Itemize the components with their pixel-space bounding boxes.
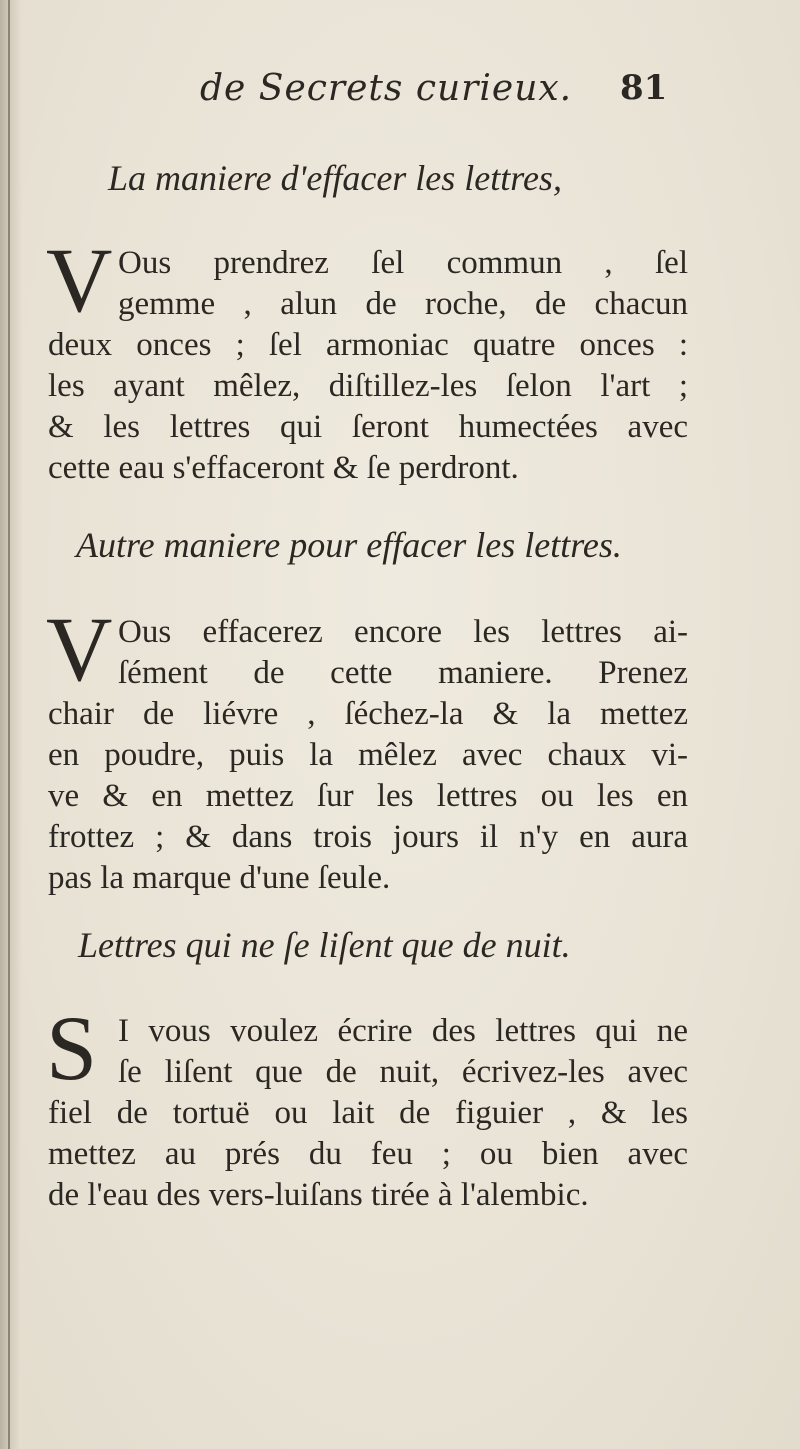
section-heading-3: Lettres qui ne ſe liſent que de nuit.	[78, 925, 571, 965]
text-line: & les lettres qui ſeront humectées avec	[48, 409, 688, 445]
page-gutter	[0, 0, 22, 1449]
text-line: en poudre, puis la mêlez avec chaux vi-	[48, 737, 688, 773]
text-line: de l'eau des vers-luiſans tirée à l'alembic.	[48, 1177, 589, 1213]
paragraph-3	[48, 1011, 688, 1216]
text-line: chair de liévre , ſéchez-la & la mettez	[48, 696, 688, 732]
text-line: mettez au prés du feu ; ou bien avec	[48, 1136, 688, 1172]
drop-cap-3: S	[46, 997, 98, 1099]
text-line: ſe liſent que de nuit, écrivez-les avec	[118, 1054, 688, 1090]
paragraph-1	[48, 243, 688, 489]
text-line: Ous effacerez encore les lettres ai-	[118, 614, 688, 650]
drop-cap-1: V	[46, 229, 113, 331]
section-heading-2: Autre maniere pour effacer les lettres.	[76, 525, 622, 565]
text-line: Ous prendrez ſel commun , ſel	[118, 245, 688, 281]
text-line: deux onces ; ſel armoniac quatre onces :	[48, 327, 688, 363]
text-line: cette eau s'effaceront & ſe perdront.	[48, 450, 519, 486]
text-line: frottez ; & dans trois jours il n'y en aura	[48, 819, 688, 855]
page-number: 81	[620, 68, 668, 108]
text-line: ſément de cette maniere. Prenez	[118, 655, 688, 691]
text-line: fiel de tortuë ou lait de figuier , & les	[48, 1095, 688, 1131]
text-line: les ayant mêlez, diſtillez-les ſelon l'art ;	[48, 368, 688, 404]
text-line: gemme , alun de roche, de chacun	[118, 286, 688, 322]
drop-cap-2: V	[46, 598, 113, 700]
paragraph-2	[48, 612, 688, 899]
text-line: pas la marque d'une ſeule.	[48, 860, 391, 896]
running-head: de Secrets curieux.	[200, 68, 573, 109]
text-line: ve & en mettez ſur les lettres ou les en	[48, 778, 688, 814]
section-heading-1: La maniere d'effacer les lettres,	[108, 158, 562, 198]
gutter-line	[8, 0, 10, 1449]
text-line: I vous voulez écrire des lettres qui ne	[118, 1013, 688, 1049]
